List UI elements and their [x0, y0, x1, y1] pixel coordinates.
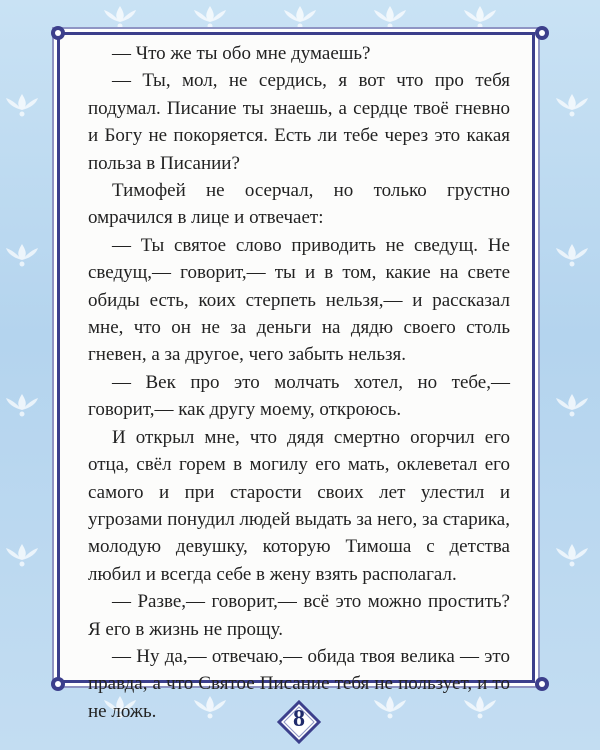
paragraph-3: Тимофей не осерчал, но только грустно омрачился в лице и отвечает:	[88, 180, 510, 229]
paragraph-2: — Ты, мол, не сердись, я вот что про тебя подумал. Писание ты знаешь, а сердце твоё гневно и Богу не покоряется. Есть ли тебе через это какая польза в Писании?	[88, 70, 510, 174]
paragraph-8: — Ну да,— отвечаю,— обида твоя велика — это правда, а что Святое Писание тебя не пользует, и то не ложь.	[88, 645, 510, 722]
corner-ornament-top-right	[531, 22, 553, 44]
corner-ornament-bottom-right	[531, 673, 553, 695]
paragraph-5: — Век про это молчать хотел, но тебе,— говорит,— как другу моему, откроюсь.	[88, 371, 510, 421]
right-ornaments	[556, 94, 588, 567]
page-number: 8	[293, 706, 305, 732]
corner-ornament-top-left	[47, 22, 69, 44]
paragraph-6: И открыл мне, что дядя смертно огорчил его отца, свёл горем в могилу его мать, оклеветал его самого и при старости своих лет улестил и угрозами понудил людей выдать за него, за старика, молодую девушку, которую Тимоша с детства любил и всегда себе в жену взять располагал.	[88, 426, 510, 585]
paragraph-7: — Разве,— говорит,— всё это можно простить? Я его в жизнь не прощу.	[88, 591, 510, 640]
corner-ornament-bottom-left	[47, 673, 69, 695]
paragraph-1: — Что же ты обо мне думаешь?	[112, 43, 371, 64]
top-ornaments	[104, 6, 496, 29]
left-ornaments	[6, 94, 38, 567]
paragraph-4: — Ты святое слово приводить не сведущ. Не сведущ,— говорит,— ты и в том, какие на свете обиды есть, коих стерпеть нельзя,— и рассказал мне, что он не за деньги на дядю своего столь гневен, а за другое, чего забыть нельзя.	[88, 234, 510, 366]
text-panel	[60, 35, 532, 722]
